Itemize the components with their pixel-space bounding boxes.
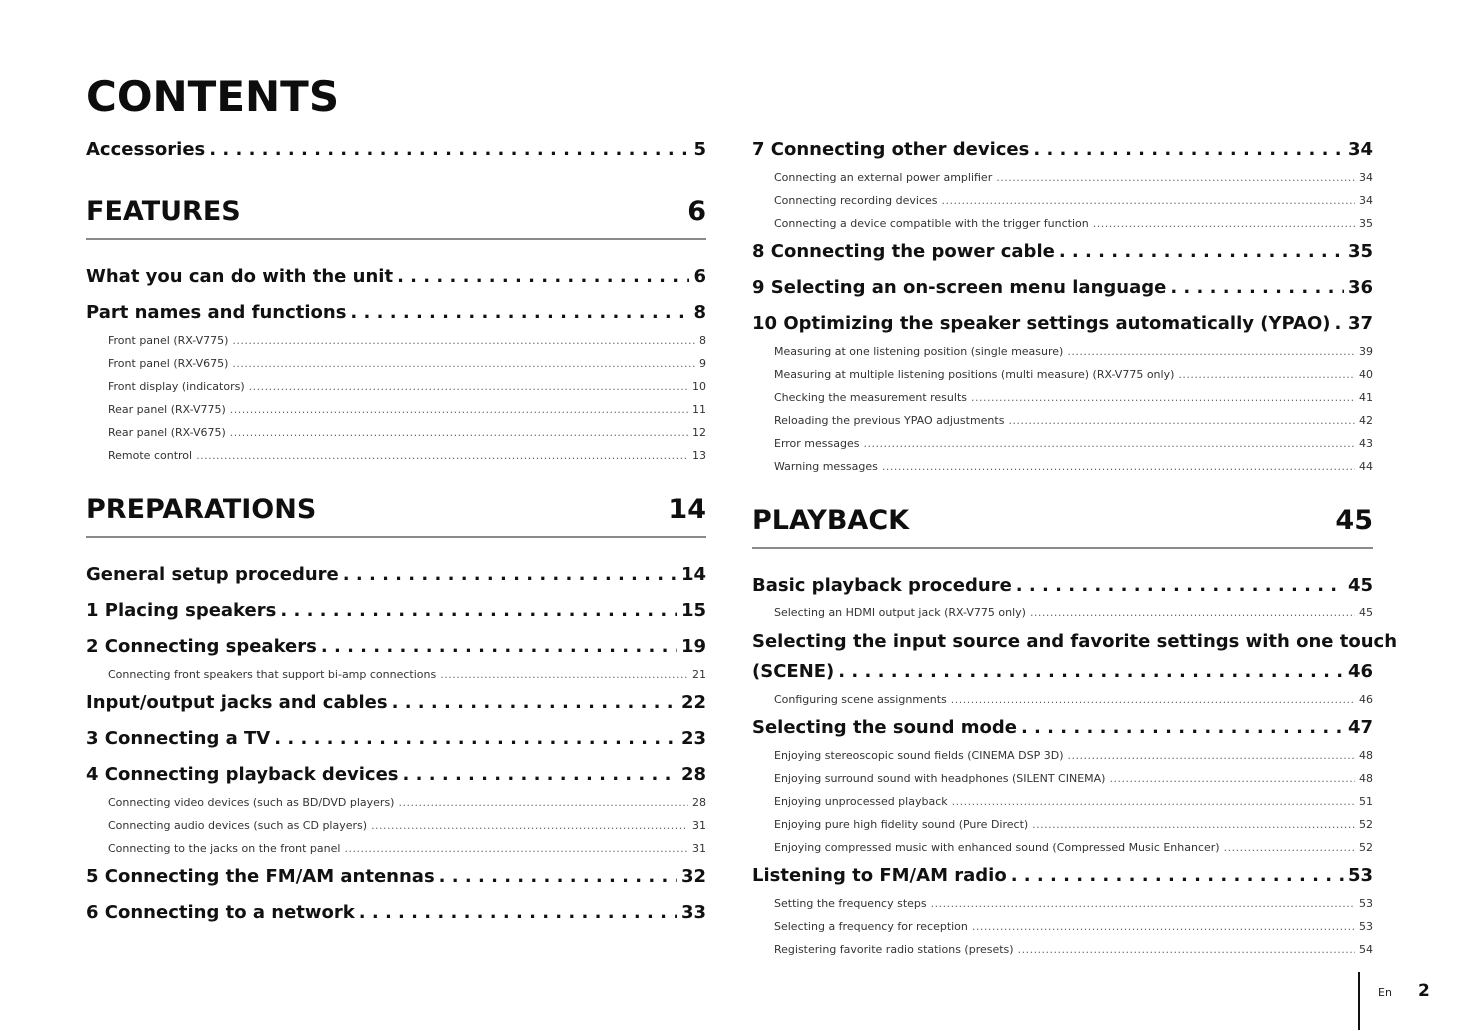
- entry-page: 34: [1359, 194, 1373, 207]
- dot-leader: [249, 380, 688, 393]
- toc-subentry[interactable]: [752, 217, 1373, 230]
- entry-title: 4 Connecting playback devices: [86, 764, 399, 785]
- entry-page: 11: [692, 403, 706, 416]
- toc-subentry[interactable]: [86, 449, 706, 462]
- section-title: PLAYBACK: [752, 505, 910, 536]
- dot-leader: [1059, 241, 1344, 262]
- entry-page: 34: [1347, 139, 1373, 160]
- entry-page: 48: [1359, 749, 1373, 762]
- dot-leader: [971, 391, 1355, 404]
- entry-page: 53: [1359, 897, 1373, 910]
- toc-entry[interactable]: [752, 277, 1373, 298]
- section-title: FEATURES: [86, 196, 241, 227]
- entry-title: 10 Optimizing the speaker settings automatically (YPAO): [752, 313, 1331, 334]
- entry-title: Enjoying surround sound with headphones (SILENT CINEMA): [774, 772, 1106, 785]
- entry-page: 21: [692, 668, 706, 681]
- dot-leader: [1109, 772, 1355, 785]
- entry-page: 37: [1347, 313, 1373, 334]
- toc-subentry[interactable]: [752, 772, 1373, 785]
- entry-title: Connecting audio devices (such as CD players): [108, 819, 368, 832]
- dot-leader: [1067, 345, 1355, 358]
- entry-page: 28: [680, 764, 706, 785]
- toc-subentry[interactable]: [86, 842, 706, 855]
- dot-leader: [350, 302, 689, 323]
- entry-title: Selecting an HDMI output jack (RX-V775 only): [774, 606, 1026, 619]
- entry-title: Front panel (RX-V675): [108, 357, 229, 370]
- entry-title: Configuring scene assignments: [774, 693, 947, 706]
- toc-subentry[interactable]: [752, 606, 1373, 619]
- section-rule: [86, 238, 706, 240]
- toc-subentry[interactable]: [752, 171, 1373, 184]
- dot-leader: [398, 796, 688, 809]
- section-heading-playback: [752, 505, 1373, 536]
- entry-title: Enjoying unprocessed playback: [774, 795, 948, 808]
- toc-subentry[interactable]: [752, 368, 1373, 381]
- toc-subentry[interactable]: [752, 818, 1373, 831]
- entry-page: 32: [680, 866, 706, 887]
- dot-leader: [1093, 217, 1355, 230]
- entry-title: Connecting to the jacks on the front panel: [108, 842, 341, 855]
- entry-title: Warning messages: [774, 460, 878, 473]
- entry-title: (SCENE): [752, 661, 835, 682]
- entry-page: 8: [699, 334, 706, 347]
- entry-page: 54: [1359, 943, 1373, 956]
- section-rule: [752, 547, 1373, 549]
- dot-leader: [1018, 943, 1355, 956]
- entry-page: 35: [1347, 241, 1373, 262]
- toc-entry[interactable]: [86, 692, 706, 713]
- dot-leader: [280, 600, 677, 621]
- dot-leader: [397, 266, 689, 287]
- entry-page: 36: [1347, 277, 1373, 298]
- section-page: 6: [687, 196, 706, 227]
- dot-leader: [863, 437, 1355, 450]
- dot-leader: [951, 693, 1355, 706]
- dot-leader: [952, 795, 1355, 808]
- entry-title: Rear panel (RX-V675): [108, 426, 226, 439]
- entry-title: Enjoying pure high fidelity sound (Pure Direct): [774, 818, 1029, 831]
- toc-subentry[interactable]: [752, 943, 1373, 956]
- entry-title: Connecting an external power amplifier: [774, 171, 993, 184]
- entry-page: 46: [1347, 661, 1373, 682]
- entry-title: 2 Connecting speakers: [86, 636, 317, 657]
- entry-title: Part names and functions: [86, 302, 347, 323]
- section-page: 45: [1335, 505, 1373, 536]
- dot-leader: [230, 403, 688, 416]
- dot-leader: [321, 636, 677, 657]
- entry-page: 31: [692, 842, 706, 855]
- toc-entry[interactable]: [86, 564, 706, 585]
- toc-subentry[interactable]: [752, 414, 1373, 427]
- dot-leader: [1011, 865, 1344, 886]
- entry-title: Connecting front speakers that support bi-amp connections: [108, 668, 437, 681]
- entry-title: Registering favorite radio stations (presets): [774, 943, 1014, 956]
- dot-leader: [931, 897, 1355, 910]
- dot-leader: [1224, 841, 1355, 854]
- dot-leader: [1016, 575, 1344, 596]
- entry-page: 10: [692, 380, 706, 393]
- entry-title: Checking the measurement results: [774, 391, 967, 404]
- entry-title: 6 Connecting to a network: [86, 902, 355, 923]
- dot-leader: [209, 139, 689, 160]
- entry-page: 19: [680, 636, 706, 657]
- entry-page: 52: [1359, 818, 1373, 831]
- dot-leader: [371, 819, 688, 832]
- toc-subentry[interactable]: [86, 796, 706, 809]
- toc-entry[interactable]: [86, 266, 706, 287]
- toc-entry[interactable]: [86, 728, 706, 749]
- entry-page: 48: [1359, 772, 1373, 785]
- entry-page: 46: [1359, 693, 1373, 706]
- entry-title: Error messages: [774, 437, 860, 450]
- entry-title: Selecting a frequency for reception: [774, 920, 968, 933]
- page-title: CONTENTS: [86, 72, 340, 121]
- toc-entry[interactable]: [86, 902, 706, 923]
- toc-subentry[interactable]: [752, 920, 1373, 933]
- entry-page: 34: [1359, 171, 1373, 184]
- toc-entry[interactable]: [752, 661, 1373, 682]
- entry-page: 14: [680, 564, 706, 585]
- entry-title: 9 Selecting an on-screen menu language: [752, 277, 1167, 298]
- entry-page: 45: [1347, 575, 1373, 596]
- footer-page-number: 2: [1418, 981, 1430, 1001]
- entry-title: What you can do with the unit: [86, 266, 394, 287]
- entry-page: 28: [692, 796, 706, 809]
- entry-page: 31: [692, 819, 706, 832]
- entry-title: Selecting the sound mode: [752, 717, 1017, 738]
- dot-leader: [1030, 606, 1355, 619]
- toc-subentry[interactable]: [752, 460, 1373, 473]
- dot-leader: [403, 764, 677, 785]
- dot-leader: [1068, 749, 1355, 762]
- entry-page: 6: [693, 266, 706, 287]
- dot-leader: [344, 842, 688, 855]
- entry-title: Enjoying stereoscopic sound fields (CINEMA DSP 3D): [774, 749, 1064, 762]
- toc-subentry[interactable]: [752, 841, 1373, 854]
- entry-title: Measuring at one listening position (single measure): [774, 345, 1064, 358]
- dot-leader: [1008, 414, 1355, 427]
- entry-title: 7 Connecting other devices: [752, 139, 1030, 160]
- dot-leader: [196, 449, 688, 462]
- section-heading-preparations: [86, 494, 706, 525]
- toc-subentry[interactable]: [752, 693, 1373, 706]
- entry-page: 13: [692, 449, 706, 462]
- toc-subentry[interactable]: [752, 795, 1373, 808]
- toc-entry[interactable]: [752, 575, 1373, 596]
- entry-title: Front display (indicators): [108, 380, 245, 393]
- toc-subentry[interactable]: [752, 437, 1373, 450]
- toc-subentry[interactable]: [752, 391, 1373, 404]
- entry-page: 15: [680, 600, 706, 621]
- entry-page: 43: [1359, 437, 1373, 450]
- entry-title: Connecting recording devices: [774, 194, 938, 207]
- entry-title: Listening to FM/AM radio: [752, 865, 1007, 886]
- toc-subentry[interactable]: [86, 380, 706, 393]
- entry-title: Input/output jacks and cables: [86, 692, 388, 713]
- toc-subentry[interactable]: [752, 749, 1373, 762]
- toc-entry[interactable]: [86, 302, 706, 323]
- toc-subentry[interactable]: [752, 345, 1373, 358]
- entry-title: Measuring at multiple listening positions (multi measure) (RX-V775 only): [774, 368, 1175, 381]
- dot-leader: [439, 866, 677, 887]
- dot-leader: [230, 426, 688, 439]
- entry-page: 51: [1359, 795, 1373, 808]
- section-title: PREPARATIONS: [86, 494, 317, 525]
- toc-entry[interactable]: [86, 636, 706, 657]
- dot-leader: [440, 668, 688, 681]
- entry-title: Connecting a device compatible with the trigger function: [774, 217, 1089, 230]
- dot-leader: [232, 357, 695, 370]
- section-page: 14: [668, 494, 706, 525]
- entry-page: 52: [1359, 841, 1373, 854]
- entry-page: 5: [693, 139, 706, 160]
- dot-leader: [343, 564, 677, 585]
- entry-title: Rear panel (RX-V775): [108, 403, 226, 416]
- toc-subentry[interactable]: [86, 357, 706, 370]
- dot-leader: [838, 661, 1344, 682]
- entry-title: Reloading the previous YPAO adjustments: [774, 414, 1005, 427]
- entry-page: 47: [1347, 717, 1373, 738]
- entry-page: 9: [699, 357, 706, 370]
- toc-subentry[interactable]: [752, 897, 1373, 910]
- entry-title: Setting the frequency steps: [774, 897, 927, 910]
- entry-title: 8 Connecting the power cable: [752, 241, 1055, 262]
- entry-page: 35: [1359, 217, 1373, 230]
- entry-title: Front panel (RX-V775): [108, 334, 229, 347]
- toc-entry[interactable]: [86, 600, 706, 621]
- section-rule: [86, 536, 706, 538]
- dot-leader: [1021, 717, 1344, 738]
- entry-page: 41: [1359, 391, 1373, 404]
- toc-subentry[interactable]: [86, 819, 706, 832]
- entry-page: 23: [680, 728, 706, 749]
- entry-title: 3 Connecting a TV: [86, 728, 271, 749]
- entry-page: 33: [680, 902, 706, 923]
- entry-page: 12: [692, 426, 706, 439]
- page-footer: [1358, 972, 1448, 1030]
- entry-page: 53: [1359, 920, 1373, 933]
- dot-leader: [274, 728, 677, 749]
- dot-leader: [232, 334, 695, 347]
- toc-entry[interactable]: [752, 717, 1373, 738]
- entry-page: 45: [1359, 606, 1373, 619]
- entry-title: Accessories: [86, 139, 206, 160]
- dot-leader: [1170, 277, 1344, 298]
- dot-leader: [1033, 139, 1344, 160]
- entry-title: 5 Connecting the FM/AM antennas: [86, 866, 435, 887]
- entry-page: 39: [1359, 345, 1373, 358]
- entry-title: Remote control: [108, 449, 193, 462]
- toc-entry[interactable]: [86, 866, 706, 887]
- entry-title: General setup procedure: [86, 564, 339, 585]
- toc-entry-scene-line1[interactable]: Selecting the input source and favorite settings with one touch: [752, 631, 1398, 652]
- toc-entry[interactable]: [752, 241, 1373, 262]
- entry-page: 53: [1347, 865, 1373, 886]
- dot-leader: [882, 460, 1355, 473]
- toc-subentry[interactable]: [86, 334, 706, 347]
- toc-entry[interactable]: [86, 764, 706, 785]
- toc-entry[interactable]: [752, 139, 1373, 160]
- dot-leader: [972, 920, 1355, 933]
- toc-subentry[interactable]: [86, 426, 706, 439]
- entry-title: Connecting video devices (such as BD/DVD players): [108, 796, 395, 809]
- toc-entry-accessories[interactable]: [86, 139, 706, 160]
- entry-page: 40: [1359, 368, 1373, 381]
- dot-leader: [1032, 818, 1355, 831]
- toc-entry[interactable]: [752, 313, 1373, 334]
- footer-divider: [1358, 972, 1360, 1030]
- toc-subentry[interactable]: [86, 668, 706, 681]
- footer-language: En: [1378, 986, 1392, 999]
- entry-page: 22: [680, 692, 706, 713]
- toc-entry[interactable]: [752, 865, 1373, 886]
- dot-leader: [1178, 368, 1355, 381]
- dot-leader: [996, 171, 1355, 184]
- dot-leader: [1335, 313, 1344, 334]
- dot-leader: [942, 194, 1356, 207]
- entry-page: 44: [1359, 460, 1373, 473]
- entry-title: Enjoying compressed music with enhanced sound (Compressed Music Enhancer): [774, 841, 1220, 854]
- entry-title: 1 Placing speakers: [86, 600, 277, 621]
- toc-subentry[interactable]: [86, 403, 706, 416]
- toc-subentry[interactable]: [752, 194, 1373, 207]
- dot-leader: [359, 902, 677, 923]
- entry-title: Basic playback procedure: [752, 575, 1012, 596]
- entry-page: 8: [693, 302, 706, 323]
- section-heading-features: [86, 196, 706, 227]
- entry-page: 42: [1359, 414, 1373, 427]
- dot-leader: [392, 692, 677, 713]
